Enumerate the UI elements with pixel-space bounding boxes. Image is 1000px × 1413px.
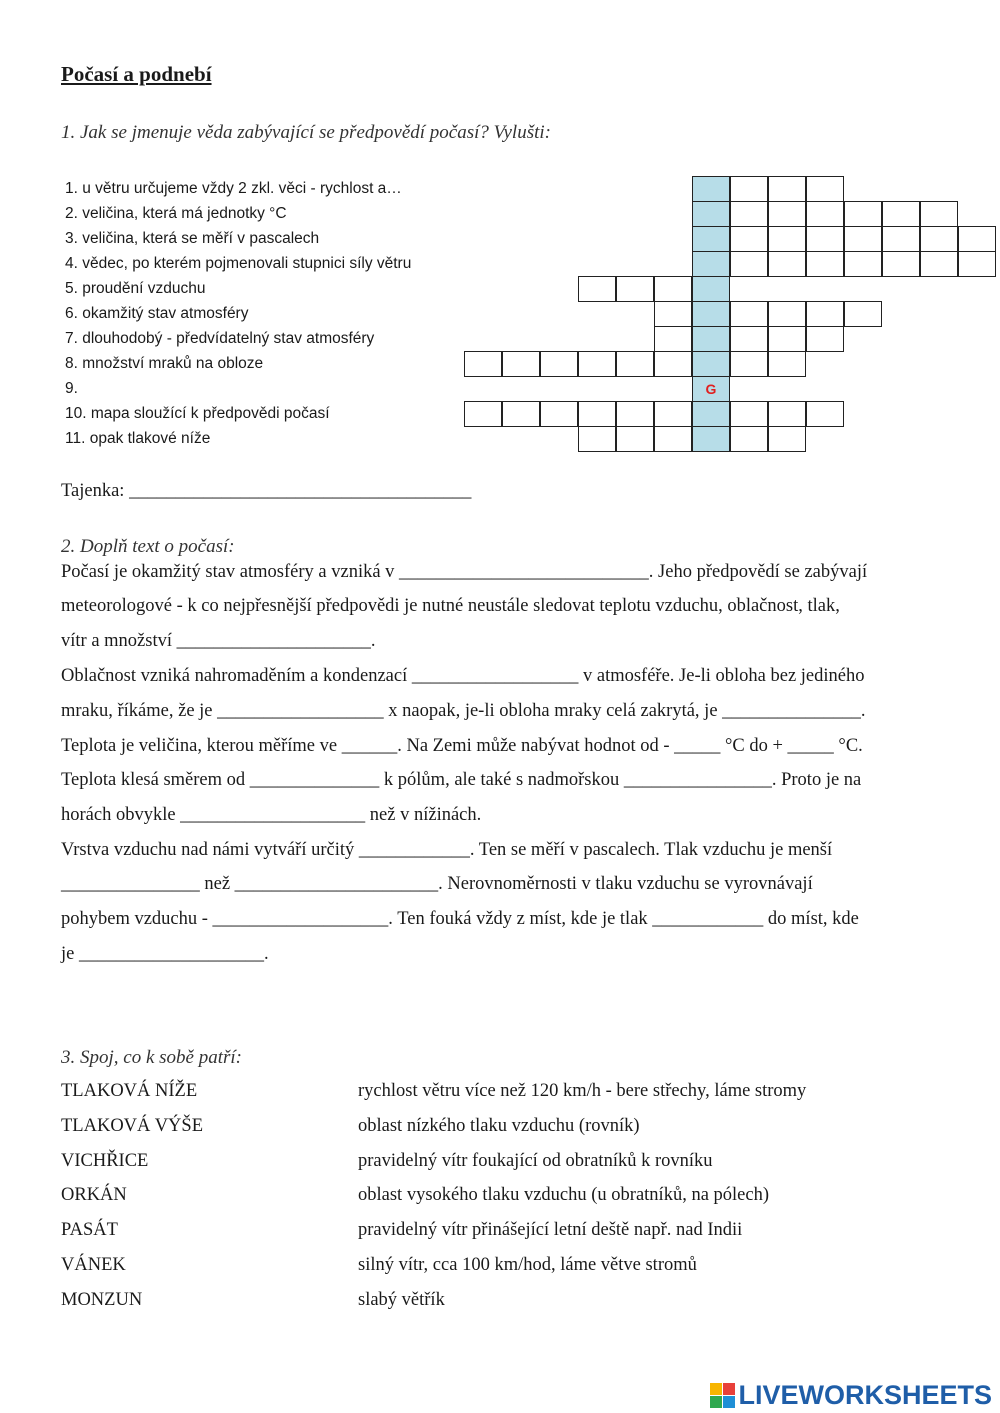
crossword-cell[interactable] [540, 351, 578, 377]
logo-mark-icon [710, 1383, 735, 1408]
crossword-cell[interactable] [730, 401, 768, 427]
section2-question: 2. Doplň text o počasí: [61, 536, 235, 557]
fill-in-line[interactable]: pohybem vzduchu - ___________________. Ten fouká vždy z míst, kde je tlak ____________ do míst, kde [61, 909, 859, 929]
crossword-cell[interactable] [730, 251, 768, 277]
crossword-cell[interactable] [882, 226, 920, 252]
fill-in-line[interactable]: mraku, říkáme, že je __________________ x naopak, je-li obloha mraky celá zakrytá, je _______________. [61, 701, 866, 721]
crossword-clue: 4. vědec, po kterém pojmenovali stupnici síly větru [65, 255, 412, 272]
crossword-cell[interactable] [616, 426, 654, 452]
crossword-cell[interactable] [920, 201, 958, 227]
crossword-key-cell[interactable] [692, 276, 730, 302]
crossword-cell[interactable] [730, 351, 768, 377]
crossword-cell[interactable] [730, 326, 768, 352]
fill-in-line[interactable]: je ____________________. [61, 944, 269, 964]
crossword-cell[interactable] [616, 351, 654, 377]
crossword-clue: 6. okamžitý stav atmosféry [65, 305, 249, 322]
match-term[interactable]: PASÁT [61, 1220, 118, 1241]
crossword-cell[interactable] [768, 401, 806, 427]
crossword-cell[interactable] [730, 226, 768, 252]
crossword-cell[interactable] [654, 401, 692, 427]
crossword-cell[interactable] [464, 351, 502, 377]
crossword-clue: 7. dlouhodobý - předvídatelný stav atmosféry [65, 330, 375, 347]
crossword-cell[interactable] [958, 226, 996, 252]
crossword-cell[interactable] [806, 301, 844, 327]
crossword-cell[interactable] [578, 351, 616, 377]
fill-in-line[interactable]: Teplota klesá směrem od ______________ k pólům, ale také s nadmořskou ________________. Proto je na [61, 770, 862, 790]
crossword-cell[interactable] [806, 226, 844, 252]
tajenka-label: Tajenka: [61, 481, 125, 501]
crossword-cell[interactable] [768, 326, 806, 352]
crossword-cell[interactable] [616, 401, 654, 427]
crossword-clue: 3. veličina, která se měří v pascalech [65, 230, 320, 247]
crossword-cell[interactable] [730, 201, 768, 227]
match-definition[interactable]: rychlost větru více než 120 km/h - bere střechy, láme stromy [358, 1081, 807, 1101]
crossword-key-cell[interactable] [692, 326, 730, 352]
crossword-clue: 2. veličina, která má jednotky °C [65, 205, 287, 222]
match-definition[interactable]: oblast nízkého tlaku vzduchu (rovník) [358, 1115, 640, 1136]
fill-in-line[interactable]: _______________ než ______________________. Nerovnoměrnosti v tlaku vzduchu se vyrovnávají [61, 874, 813, 894]
crossword-cell[interactable] [920, 251, 958, 277]
crossword-key-cell[interactable] [692, 426, 730, 452]
crossword-cell[interactable] [806, 176, 844, 202]
section1-question: 1. Jak se jmenuje věda zabývající se předpovědí počasí? Vylušti: [61, 122, 551, 143]
page-title: Počasí a podnebí [61, 62, 212, 86]
crossword-cell[interactable] [920, 226, 958, 252]
crossword-key-cell[interactable] [692, 176, 730, 202]
crossword-key-cell[interactable] [692, 201, 730, 227]
crossword-cell[interactable] [882, 251, 920, 277]
match-definition[interactable]: pravidelný vítr foukající od obratníků k rovníku [358, 1150, 713, 1171]
crossword-cell[interactable] [768, 226, 806, 252]
crossword-cell[interactable] [540, 401, 578, 427]
logo-text: LIVEWORKSHEETS [738, 1380, 992, 1410]
crossword-cell[interactable] [616, 276, 654, 302]
crossword-cell[interactable] [730, 176, 768, 202]
fill-in-line[interactable]: vítr a množství _____________________. [61, 631, 376, 651]
match-term[interactable]: VICHŘICE [61, 1150, 149, 1171]
crossword-cell[interactable] [578, 276, 616, 302]
crossword-cell[interactable] [730, 301, 768, 327]
crossword-cell[interactable] [654, 276, 692, 302]
crossword-cell[interactable] [654, 326, 692, 352]
crossword-clue: 11. opak tlakové níže [65, 430, 211, 447]
crossword-cell[interactable] [654, 351, 692, 377]
fill-in-line[interactable]: Počasí je okamžitý stav atmosféry a vzniká v ___________________________. Jeho předpovědí se zabývají [61, 562, 868, 582]
crossword-cell[interactable] [768, 301, 806, 327]
match-term[interactable]: MONZUN [61, 1289, 143, 1310]
crossword-clue: 9. [65, 380, 78, 397]
fill-in-line[interactable]: Teplota je veličina, kterou měříme ve ______. Na Zemi může nabývat hodnot od - _____ °C do + _____ °C. [61, 736, 863, 756]
fill-in-line[interactable]: horách obvykle ____________________ než v nížinách. [61, 805, 482, 825]
tajenka-row [61, 481, 471, 502]
liveworksheets-logo [710, 1380, 992, 1411]
match-definition[interactable]: slabý větřík [358, 1289, 445, 1310]
match-definition[interactable]: silný vítr, cca 100 km/hod, láme větve stromů [358, 1255, 697, 1275]
crossword-cell[interactable] [768, 176, 806, 202]
crossword-cell[interactable] [654, 426, 692, 452]
crossword-cell[interactable] [730, 426, 768, 452]
crossword-cell[interactable] [578, 401, 616, 427]
crossword-cell[interactable] [806, 401, 844, 427]
match-term[interactable]: VÁNEK [61, 1255, 126, 1275]
match-term[interactable]: TLAKOVÁ NÍŽE [61, 1081, 198, 1101]
crossword-cell[interactable] [882, 201, 920, 227]
crossword-cell[interactable] [464, 401, 502, 427]
crossword-cell[interactable] [844, 251, 882, 277]
crossword-cell[interactable] [768, 201, 806, 227]
fill-in-line[interactable]: meteorologové - k co nejpřesnější předpovědi je nutné neustále sledovat teplotu vzduchu, oblačnost, tlak, [61, 596, 840, 616]
crossword-cell[interactable] [844, 226, 882, 252]
fill-in-line[interactable]: Vrstva vzduchu nad námi vytváří určitý ____________. Ten se měří v pascalech. Tlak vzduchu je menší [61, 840, 833, 860]
crossword-cell[interactable] [502, 351, 540, 377]
match-definition[interactable]: pravidelný vítr přinášející letní deště např. nad Indii [358, 1220, 743, 1241]
crossword-key-cell[interactable]: G [692, 376, 730, 402]
crossword-key-cell[interactable] [692, 251, 730, 277]
crossword-cell[interactable] [806, 326, 844, 352]
section3-question: 3. Spoj, co k sobě patří: [61, 1047, 243, 1068]
match-definition[interactable]: oblast vysokého tlaku vzduchu (u obratníků, na pólech) [358, 1185, 770, 1206]
match-term[interactable]: TLAKOVÁ VÝŠE [61, 1115, 204, 1136]
crossword-clue: 10. mapa sloužící k předpovědi počasí [65, 405, 330, 422]
crossword-clue: 1. u větru určujeme vždy 2 zkl. věci - rychlost a… [65, 180, 402, 197]
crossword-key-cell[interactable] [692, 226, 730, 252]
crossword-cell[interactable] [768, 251, 806, 277]
crossword-cell[interactable] [958, 251, 996, 277]
crossword-cell[interactable] [806, 201, 844, 227]
crossword-cell[interactable] [578, 426, 616, 452]
crossword-cell[interactable] [768, 426, 806, 452]
crossword-key-cell[interactable] [692, 301, 730, 327]
crossword-cell[interactable] [768, 351, 806, 377]
crossword-cell[interactable] [844, 201, 882, 227]
match-term[interactable]: ORKÁN [61, 1185, 127, 1206]
fill-in-line[interactable]: Oblačnost vzniká nahromaděním a kondenzací __________________ v atmosféře. Je-li obloha bez jediného [61, 666, 865, 686]
crossword-cell[interactable] [654, 301, 692, 327]
crossword-clue: 5. proudění vzduchu [65, 280, 206, 297]
tajenka-input[interactable]: _____________________________________ [129, 481, 472, 501]
crossword-clue: 8. množství mraků na obloze [65, 355, 264, 372]
crossword-cell[interactable] [502, 401, 540, 427]
crossword-key-cell[interactable] [692, 351, 730, 377]
crossword-cell[interactable] [806, 251, 844, 277]
crossword-cell[interactable] [844, 301, 882, 327]
crossword-key-cell[interactable] [692, 401, 730, 427]
